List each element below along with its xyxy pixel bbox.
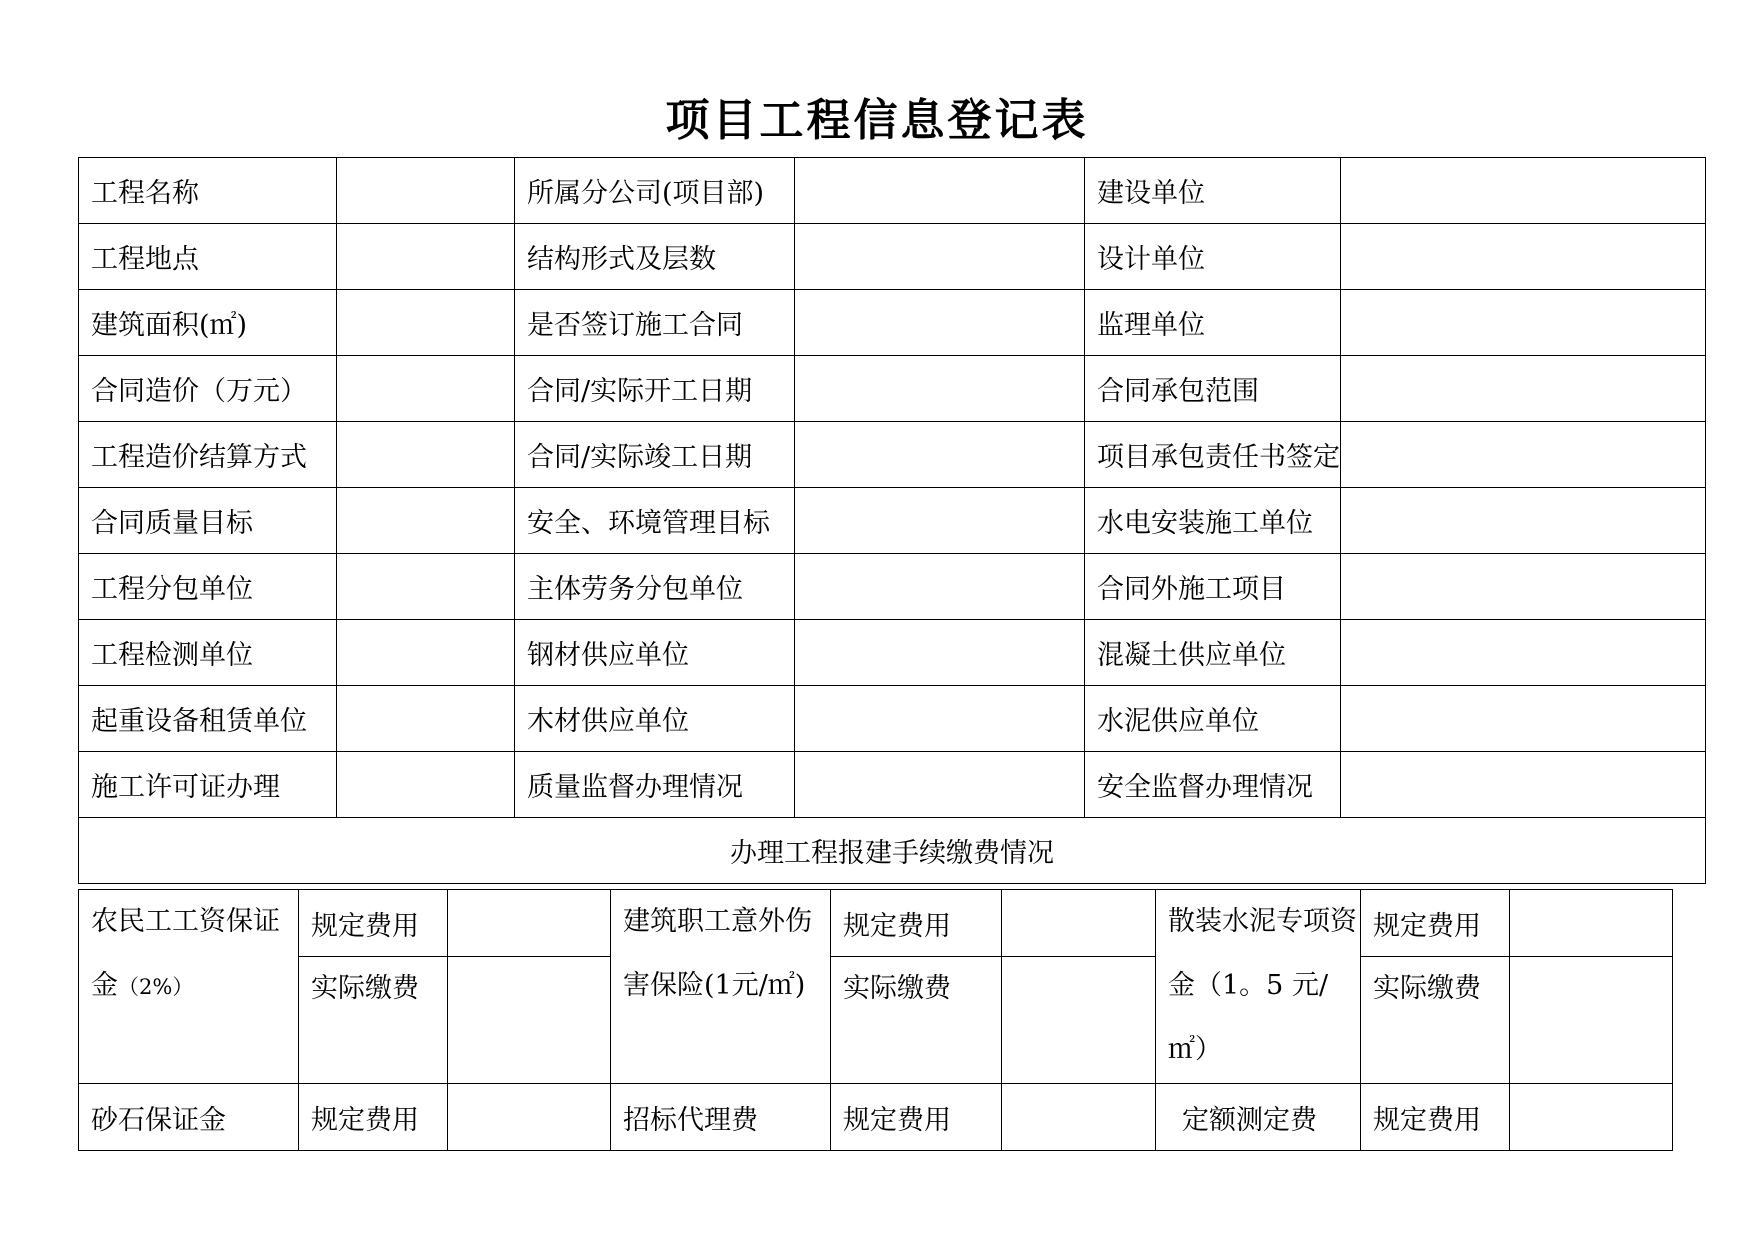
field-value-cell[interactable] [1341, 224, 1706, 290]
field-value-cell[interactable] [1341, 752, 1706, 818]
field-label: 主体劳务分包单位 [515, 554, 795, 620]
field-value-cell[interactable] [337, 224, 515, 290]
info-table [78, 157, 1706, 884]
fee-item-quota-fee: 定额测定费 [1156, 1084, 1361, 1151]
field-value-cell[interactable] [795, 290, 1085, 356]
fee-label-prescribed: 规定费用 [299, 890, 448, 957]
field-label: 水电安装施工单位 [1085, 488, 1341, 554]
field-label: 监理单位 [1085, 290, 1341, 356]
field-value-cell[interactable] [795, 620, 1085, 686]
fee-value-cell[interactable] [448, 890, 611, 957]
field-value-cell[interactable] [795, 224, 1085, 290]
field-value-cell[interactable] [1341, 554, 1706, 620]
field-label: 水泥供应单位 [1085, 686, 1341, 752]
field-label: 钢材供应单位 [515, 620, 795, 686]
fee-section-title: 办理工程报建手续缴费情况 [79, 818, 1706, 884]
info-row [79, 752, 1706, 818]
fee-value-cell[interactable] [1002, 1084, 1156, 1151]
field-value-cell[interactable] [337, 422, 515, 488]
field-value-cell[interactable] [795, 356, 1085, 422]
info-row [79, 356, 1706, 422]
field-value-cell[interactable] [795, 686, 1085, 752]
field-label: 质量监督办理情况 [515, 752, 795, 818]
fee-value-cell[interactable] [1002, 957, 1156, 1084]
field-label: 合同外施工项目 [1085, 554, 1341, 620]
fee-table [78, 889, 1673, 1151]
field-label: 安全监督办理情况 [1085, 752, 1341, 818]
field-value-cell[interactable] [795, 158, 1085, 224]
field-label: 施工许可证办理 [79, 752, 337, 818]
field-value-cell[interactable] [795, 422, 1085, 488]
page-title: 项目工程信息登记表 [665, 95, 1089, 146]
fee-item-accident-insurance: 建筑职工意外伤 害保险(1元/㎡) [611, 890, 831, 1084]
field-value-cell[interactable] [1341, 356, 1706, 422]
fee-item-cement-fund: 散装水泥专项资 金（1。5 元/ ㎡） [1156, 890, 1361, 1084]
fee-value-cell[interactable] [448, 1084, 611, 1151]
field-label: 工程造价结算方式 [79, 422, 337, 488]
field-label: 项目承包责任书签定 [1085, 422, 1341, 488]
fee-value-cell[interactable] [1510, 1084, 1673, 1151]
field-value-cell[interactable] [337, 158, 515, 224]
field-label: 建设单位 [1085, 158, 1341, 224]
info-row [79, 158, 1706, 224]
field-value-cell[interactable] [1341, 620, 1706, 686]
field-value-cell[interactable] [337, 356, 515, 422]
fee-value-cell[interactable] [448, 957, 611, 1084]
field-label: 合同承包范围 [1085, 356, 1341, 422]
fee-value-cell[interactable] [1510, 890, 1673, 957]
field-value-cell[interactable] [337, 752, 515, 818]
field-label: 设计单位 [1085, 224, 1341, 290]
fee-label-prescribed: 规定费用 [1361, 890, 1510, 957]
info-row [79, 290, 1706, 356]
field-value-cell[interactable] [337, 290, 515, 356]
fee-label-actual: 实际缴费 [299, 957, 448, 1084]
field-label: 工程检测单位 [79, 620, 337, 686]
field-label: 合同/实际开工日期 [515, 356, 795, 422]
field-value-cell[interactable] [1341, 488, 1706, 554]
field-value-cell[interactable] [337, 554, 515, 620]
field-label: 工程名称 [79, 158, 337, 224]
fee-label-prescribed: 规定费用 [299, 1084, 448, 1151]
fee-item-sand-deposit: 砂石保证金 [79, 1084, 299, 1151]
field-value-cell[interactable] [795, 488, 1085, 554]
field-label: 合同/实际竣工日期 [515, 422, 795, 488]
field-label: 建筑面积(㎡) [79, 290, 337, 356]
field-label: 木材供应单位 [515, 686, 795, 752]
field-label: 工程地点 [79, 224, 337, 290]
field-value-cell[interactable] [1341, 422, 1706, 488]
field-value-cell[interactable] [337, 686, 515, 752]
field-label: 工程分包单位 [79, 554, 337, 620]
fee-item-wage-deposit: 农民工工资保证 金（2%） [79, 890, 299, 1084]
field-label: 混凝土供应单位 [1085, 620, 1341, 686]
fee-label-prescribed: 规定费用 [1361, 1084, 1510, 1151]
field-value-cell[interactable] [337, 620, 515, 686]
field-label: 结构形式及层数 [515, 224, 795, 290]
field-label: 合同造价（万元） [79, 356, 337, 422]
fee-label-actual: 实际缴费 [1361, 957, 1510, 1084]
field-value-cell[interactable] [1341, 290, 1706, 356]
field-label: 是否签订施工合同 [515, 290, 795, 356]
info-row [79, 224, 1706, 290]
field-value-cell[interactable] [1341, 686, 1706, 752]
fee-label-prescribed: 规定费用 [831, 1084, 1002, 1151]
info-row [79, 686, 1706, 752]
fee-value-cell[interactable] [1002, 890, 1156, 957]
info-row [79, 554, 1706, 620]
info-row [79, 422, 1706, 488]
fee-label-actual: 实际缴费 [831, 957, 1002, 1084]
field-value-cell[interactable] [795, 554, 1085, 620]
field-value-cell[interactable] [1341, 158, 1706, 224]
field-label: 合同质量目标 [79, 488, 337, 554]
fee-value-cell[interactable] [1510, 957, 1673, 1084]
fee-label-prescribed: 规定费用 [831, 890, 1002, 957]
info-row [79, 488, 1706, 554]
info-row [79, 620, 1706, 686]
field-label: 起重设备租赁单位 [79, 686, 337, 752]
fee-item-tender-agency: 招标代理费 [611, 1084, 831, 1151]
field-value-cell[interactable] [337, 488, 515, 554]
field-label: 安全、环境管理目标 [515, 488, 795, 554]
field-value-cell[interactable] [795, 752, 1085, 818]
field-label: 所属分公司(项目部) [515, 158, 795, 224]
